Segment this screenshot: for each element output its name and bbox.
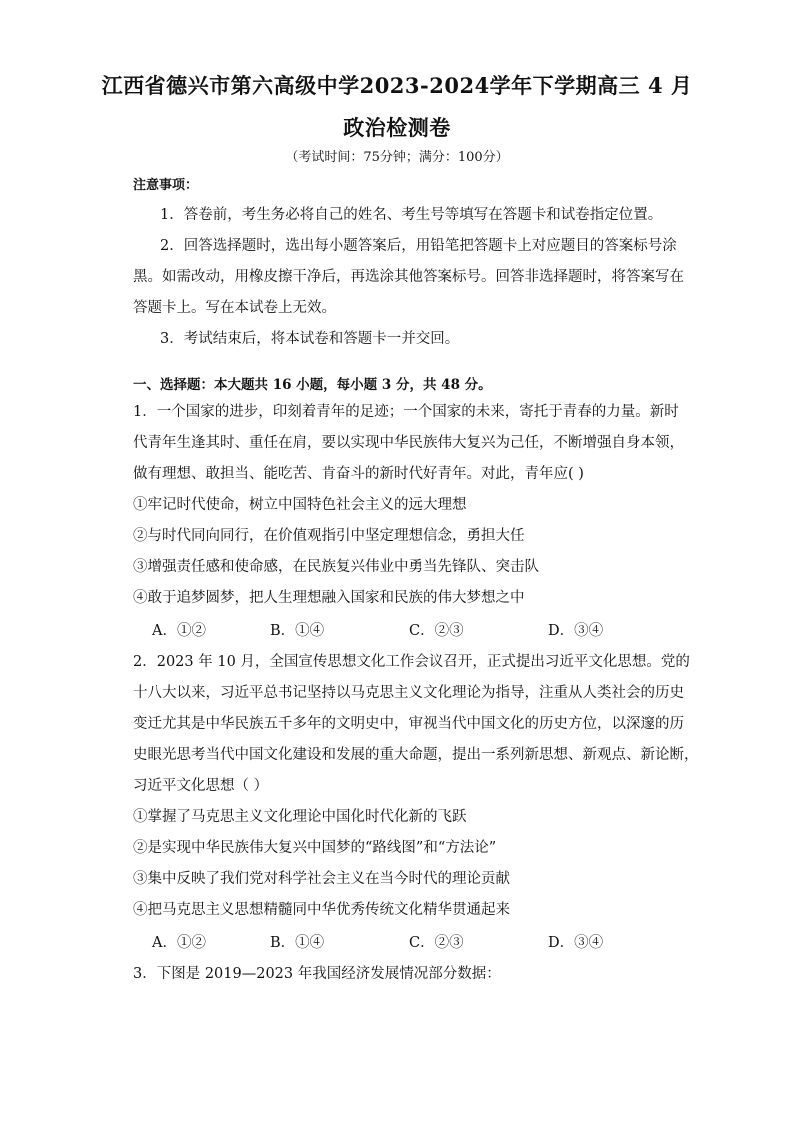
notes-line-1: 1．答卷前，考生务必将自己的姓名、考生号等填写在答题卡和试卷指定位置。 [160, 207, 663, 223]
q1-item-4: ④敢于追梦圆梦，把人生理想融入国家和民族的伟大梦想之中 [133, 590, 525, 606]
q2-item-1: ①掌握了马克思主义文化理论中国化时代化新的飞跃 [133, 809, 467, 825]
q1-option-d[interactable]: D．③④ [548, 623, 604, 639]
exam-title-line1: 江西省德兴市第六高级中学2023-2024学年下学期高三 4 月 [101, 73, 693, 98]
notes-line-3: 黑。如需改动，用橡皮擦干净后，再选涂其他答案标号。回答非选择题时，将答案写在 [133, 269, 684, 285]
q2-option-c[interactable]: C．②③ [409, 935, 464, 951]
notes-heading: 注意事项： [133, 178, 199, 193]
notes-line-5: 3．考试结束后，将本试卷和答题卡一并交回。 [160, 331, 460, 347]
q1-option-a[interactable]: A．①② [152, 623, 206, 639]
q2-stem-line-3: 变迁尤其是中华民族五千多年的文明史中，审视当代中国文化的历史方位，以深邃的历 [133, 716, 684, 732]
exam-subtitle: （考试时间：75分钟；满分：100分） [285, 150, 509, 165]
q1-stem-line-3: 做有理想、敢担当、能吃苦、肯奋斗的新时代好青年。对此，青年应( ) [133, 466, 584, 482]
q1-option-b[interactable]: B．①④ [270, 623, 325, 639]
q2-stem-line-5: 习近平文化思想（ ） [133, 778, 269, 794]
q1-stem-line-2: 代青年生逢其时、重任在肩，要以实现中华民族伟大复兴为己任，不断增强自身本领， [133, 435, 684, 451]
q2-option-b[interactable]: B．①④ [270, 935, 325, 951]
q1-item-3: ③增强责任感和使命感，在民族复兴伟业中勇当先锋队、突击队 [133, 559, 539, 575]
q2-item-3: ③集中反映了我们党对科学社会主义在当今时代的理论贡献 [133, 871, 510, 887]
q1-item-1: ①牢记时代使命，树立中国特色社会主义的远大理想 [133, 497, 467, 513]
q2-item-4: ④把马克思主义思想精髓同中华优秀传统文化精华贯通起来 [133, 902, 510, 918]
q3-stem: 3．下图是 2019—2023 年我国经济发展情况部分数据： [133, 966, 501, 982]
q1-stem-line-1: 1．一个国家的进步，印刻着青年的足迹；一个国家的未来，寄托于青春的力量。新时 [133, 404, 679, 420]
q2-option-d[interactable]: D．③④ [548, 935, 604, 951]
q2-stem-line-2: 十八大以来，习近平总书记坚持以马克思主义文化理论为指导，注重从人类社会的历史 [133, 685, 684, 701]
notes-line-4: 答题卡上。写在本试卷上无效。 [133, 300, 336, 316]
q2-stem-line-4: 史眼光思考当代中国文化建设和发展的重大命题，提出一系列新思想、新观点、新论断， [133, 747, 699, 763]
q1-option-c[interactable]: C．②③ [409, 623, 464, 639]
q2-stem-line-1: 2．2023 年 10 月，全国宣传思想文化工作会议召开，正式提出习近平文化思想。党的 [133, 654, 690, 670]
q2-option-a[interactable]: A．①② [152, 935, 206, 951]
exam-title-line2: 政治检测卷 [343, 115, 451, 140]
q1-item-2: ②与时代同向同行，在价值观指引中坚定理想信念，勇担大任 [133, 528, 525, 544]
notes-line-2: 2．回答选择题时，选出每小题答案后，用铅笔把答题卡上对应题目的答案标号涂 [160, 238, 677, 254]
q2-item-2: ②是实现中华民族伟大复兴中国梦的“路线图”和“方法论” [133, 840, 497, 856]
section-heading: 一、选择题：本大题共 16 小题，每小题 3 分，共 48 分。 [133, 377, 492, 393]
